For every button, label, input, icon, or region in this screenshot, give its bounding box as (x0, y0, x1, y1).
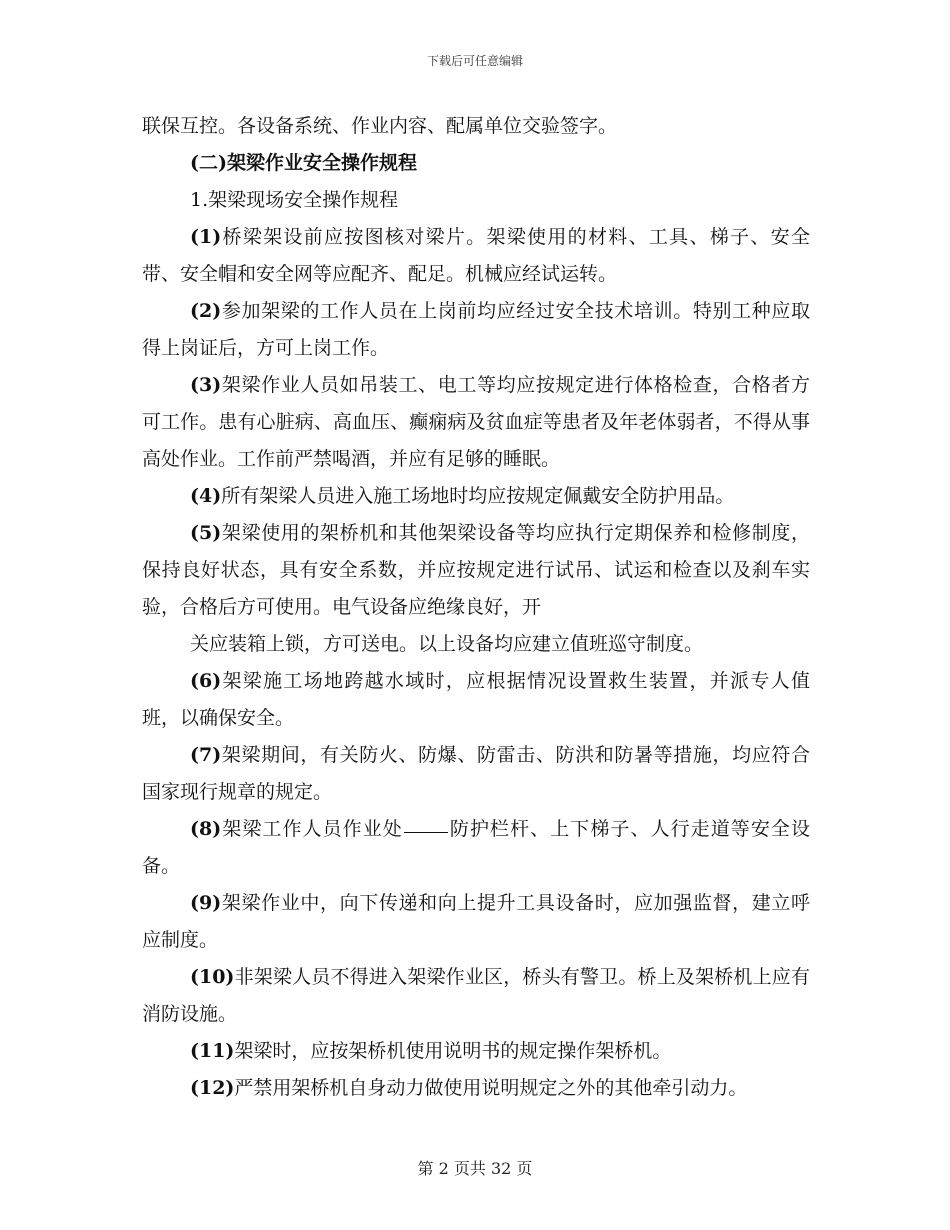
item-text: 架梁工作人员作业处 (221, 818, 403, 840)
intro-paragraph: 联保互控。各设备系统、作业内容、配属单位交验签字。 (142, 115, 618, 137)
item-text: 架梁期间，有关防火、防爆、防雷击、防洪和防暑等措施，均应符合国家现行规章的规定。 (142, 744, 810, 803)
page-footer: 第 2 页共 32 页 (417, 1159, 533, 1178)
list-item (142, 885, 810, 959)
item-text: 所有架梁人员进入施工场地时均应按规定佩戴安全防护用品。 (221, 485, 735, 507)
list-item (142, 367, 810, 478)
item-number: (7) (190, 744, 222, 766)
item-text: 架梁使用的架桥机和其他架梁设备等均应执行定期保养和检修制度，保持良好状态，具有安全系数，并应按规定进行试吊、试运和检查以及刹车实验，合格后方可使用。电气设备应绝缘良好，开 (142, 522, 810, 618)
item-number: (5) (190, 522, 222, 544)
item-number: (3) (190, 374, 222, 396)
subheading: 1.架梁现场安全操作规程 (190, 189, 399, 211)
item-text: 架梁作业中，向下传递和向上提升工具设备时，应加强监督，建立呼应制度。 (142, 892, 810, 951)
item-text: 非架梁人员不得进入架梁作业区，桥头有警卫。桥上及架桥机上应有消防设施。 (142, 966, 810, 1025)
item-number: (6) (190, 670, 222, 692)
list-item (142, 515, 810, 626)
item-number: (2) (190, 300, 222, 322)
document-body (142, 108, 810, 1107)
fill-in-blank (404, 831, 448, 833)
list-item (142, 1033, 810, 1070)
item-text: 架梁时，应按架桥机使用说明书的规定操作架桥机。 (234, 1040, 672, 1062)
list-item (142, 663, 810, 737)
item-number: (1) (190, 226, 222, 248)
item-number: (9) (190, 892, 222, 914)
list-item (142, 737, 810, 811)
list-item (142, 293, 810, 367)
list-item-continuation (142, 626, 810, 663)
item-number: (8) (190, 818, 222, 840)
item-number: (11) (190, 1040, 235, 1062)
item-text: 防护栏杆、上下梯子、人行走道等安全设备。 (142, 818, 810, 877)
list-item (142, 219, 810, 293)
list-item (142, 811, 810, 885)
item-text: 架梁施工场地跨越水域时，应根据情况设置救生装置，并派专人值班，以确保安全。 (142, 670, 810, 729)
item-text: 关应装箱上锁，方可送电。以上设备均应建立值班巡守制度。 (190, 633, 704, 655)
list-item (142, 478, 810, 515)
list-item (142, 1070, 810, 1107)
item-text: 桥梁架设前应按图核对梁片。架梁使用的材料、工具、梯子、安全带、安全帽和安全网等应配齐、配足。机械应经试运转。 (142, 226, 810, 285)
list-item (142, 959, 810, 1033)
section-heading: (二)架梁作业安全操作规程 (190, 152, 417, 174)
item-number: (10) (190, 966, 235, 988)
item-number: (4) (190, 485, 222, 507)
item-text: 架梁作业人员如吊装工、电工等均应按规定进行体格检查，合格者方可工作。患有心脏病、高血压、癫痫病及贫血症等患者及年老体弱者，不得从事高处作业。工作前严禁喝酒，并应有足够的睡眠。 (142, 374, 810, 470)
item-text: 严禁用架桥机自身动力做使用说明规定之外的其他牵引动力。 (234, 1077, 748, 1099)
item-text: 参加架梁的工作人员在上岗前均应经过安全技术培训。特别工种应取得上岗证后，方可上岗工作。 (142, 300, 810, 359)
page-header: 下载后可任意编辑 (426, 54, 523, 68)
item-number: (12) (190, 1077, 235, 1099)
